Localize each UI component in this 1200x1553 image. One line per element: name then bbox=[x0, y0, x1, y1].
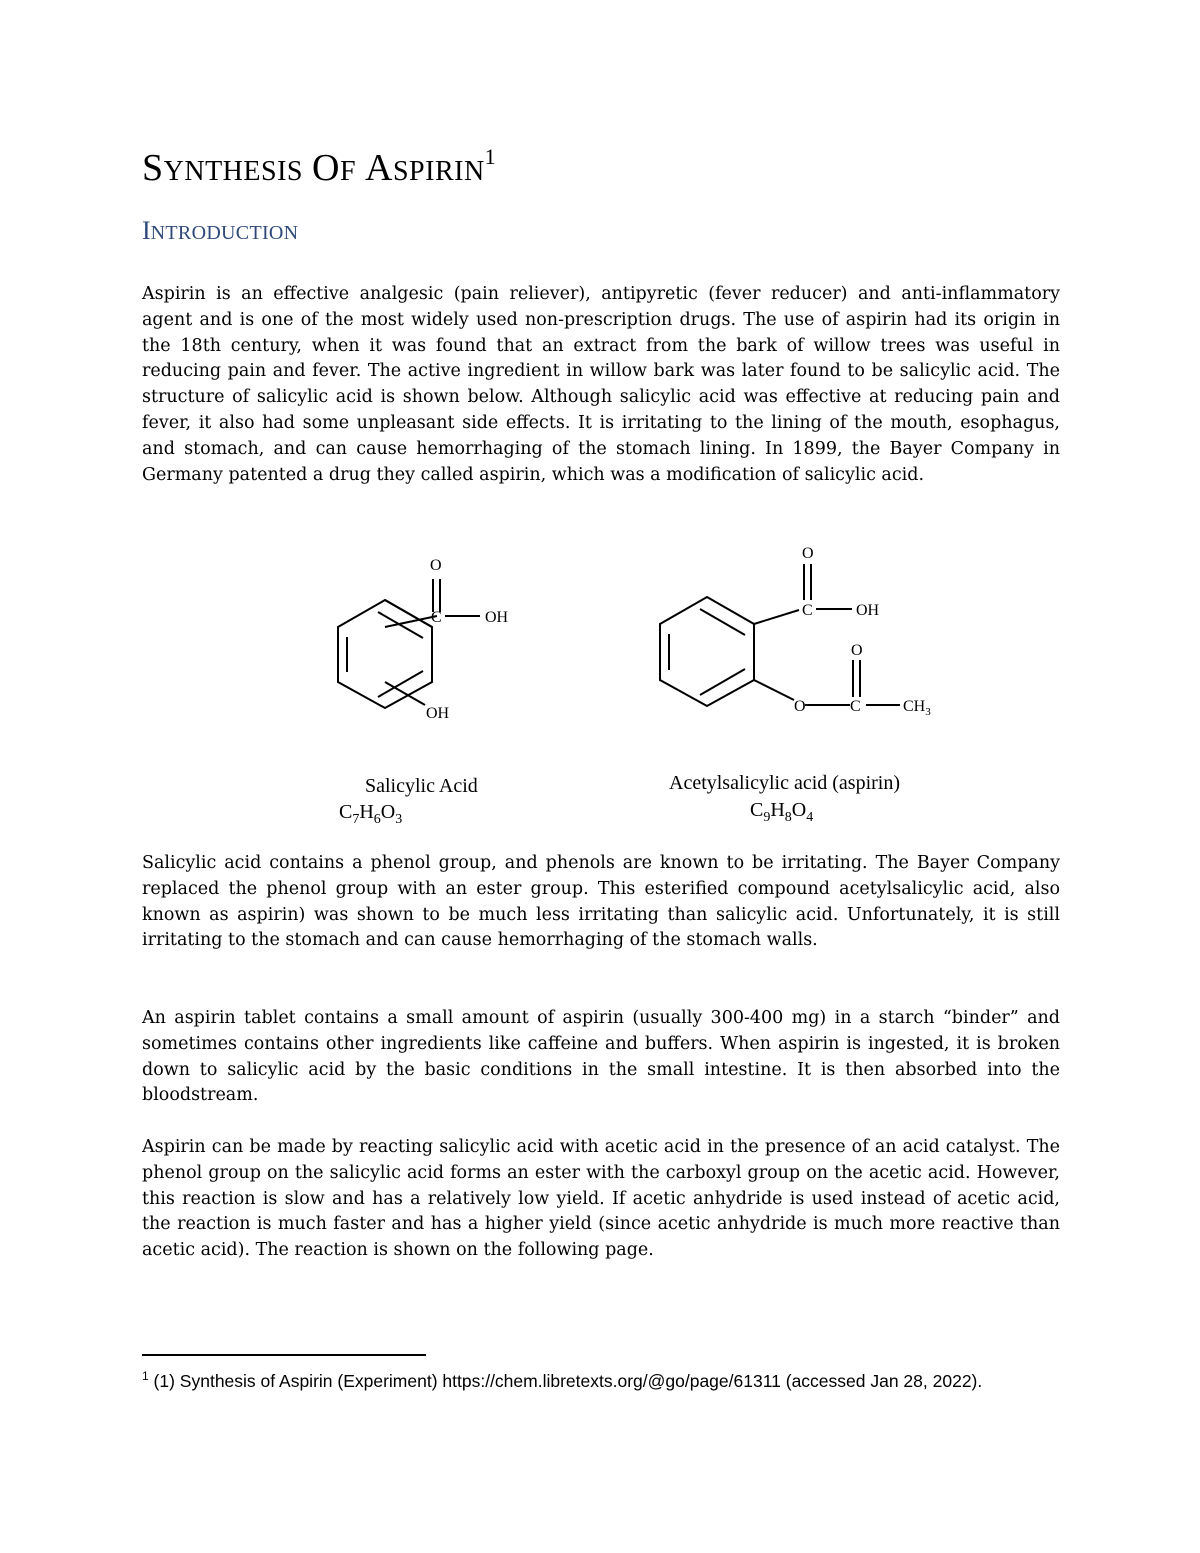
paragraph-3: An aspirin tablet contains a small amount of aspirin (usually 300-400 mg) in a starch “binder” and sometimes contains other ingredients like caffeine and buffers. When aspirin is ingested, it is broken down to salicylic acid by the basic conditions in the small intestine. It is then absorbed into the bloodstream. bbox=[142, 1008, 1060, 1106]
footnote-separator bbox=[142, 1354, 426, 1356]
chemical-structures-figure bbox=[142, 540, 1060, 830]
aspirin-ester-c: C bbox=[850, 698, 861, 715]
salicylic-phenol-oh: OH bbox=[426, 705, 450, 722]
aspirin-acid-oh: OH bbox=[856, 602, 880, 619]
footnote-text: (1) Synthesis of Aspirin (Experiment) https://chem.libretexts.org/@go/page/61311 (accessed Jan 28, 2022). bbox=[148, 1370, 983, 1391]
aspirin-carbon: C bbox=[802, 602, 813, 619]
aspirin-formula: $C_9H_8O_4$ bbox=[750, 799, 814, 825]
title-text: SYNTHESIS OF ASPIRIN bbox=[142, 147, 485, 189]
salicylic-carbonyl-o: O bbox=[430, 557, 442, 574]
salicylic-acid-name: Salicylic Acid bbox=[365, 775, 478, 797]
aspirin-labels bbox=[794, 545, 931, 718]
aspirin-name: Acetylsalicylic acid (aspirin) bbox=[669, 772, 901, 794]
salicylic-acid-labels bbox=[426, 557, 509, 722]
paragraph-1: Aspirin is an effective analgesic (pain reliever), antipyretic (fever reducer) and anti-inflammatory agent and is one of the most widely used non-prescription drugs. The use of aspirin had its origin in the 18th century, when it was found that an extract from the bark of willow trees was useful in reducing pain and fever. The active ingredient in willow bark was later found to be salicylic acid. The structure of salicylic acid is shown below. Although salicylic acid was effective at reducing pain and fever, it also had some unpleasant side effects. It is irritating to the lining of the mouth, esophagus, and stomach, and can cause hemorrhaging of the stomach lining. In 1899, the Bayer Company in Germany patented a drug they called aspirin, which was a modification of salicylic acid. bbox=[142, 284, 1060, 485]
salicylic-acid-oh: OH bbox=[485, 609, 509, 626]
aspirin-carbonyl-o: O bbox=[802, 545, 814, 562]
paragraph-4: Aspirin can be made by reacting salicylic acid with acetic acid in the presence of an acid catalyst. The phenol group on the salicylic acid forms an ester with the carboxyl group on the acetic acid. However, this reaction is slow and has a relatively low yield. If acetic anhydride is used instead of acetic acid, the reaction is much faster and has a higher yield (since acetic anhydride is much more reactive than acetic acid). The reaction is shown on the following page. bbox=[142, 1137, 1060, 1261]
footnote bbox=[142, 1364, 1060, 1394]
salicylic-acid-formula: $C_7H_6O_3$ bbox=[339, 801, 403, 827]
aspirin-ester-o: O bbox=[794, 698, 806, 715]
section-heading bbox=[142, 216, 298, 246]
aspirin-structure bbox=[660, 564, 900, 706]
salicylic-carbon: C bbox=[431, 609, 442, 626]
document-title bbox=[142, 143, 497, 190]
aspirin-methyl: $CH_3$ bbox=[903, 698, 931, 718]
heading-text: INTRODUCTION bbox=[142, 216, 299, 245]
aspirin-ester-carbonyl-o: O bbox=[851, 642, 863, 659]
footnote-marker: 1 bbox=[142, 1369, 149, 1383]
salicylic-acid-structure bbox=[338, 579, 480, 708]
paragraph-2: Salicylic acid contains a phenol group, and phenols are known to be irritating. The Bayer Company replaced the phenol group with an ester group. This esterified compound acetylsalicylic acid, also known as aspirin) was shown to be much less irritating than salicylic acid. Unfortunately, it is still irritating to the stomach and can cause hemorrhaging of the stomach walls. bbox=[142, 853, 1060, 951]
title-footnote-ref: 1 bbox=[484, 143, 497, 169]
